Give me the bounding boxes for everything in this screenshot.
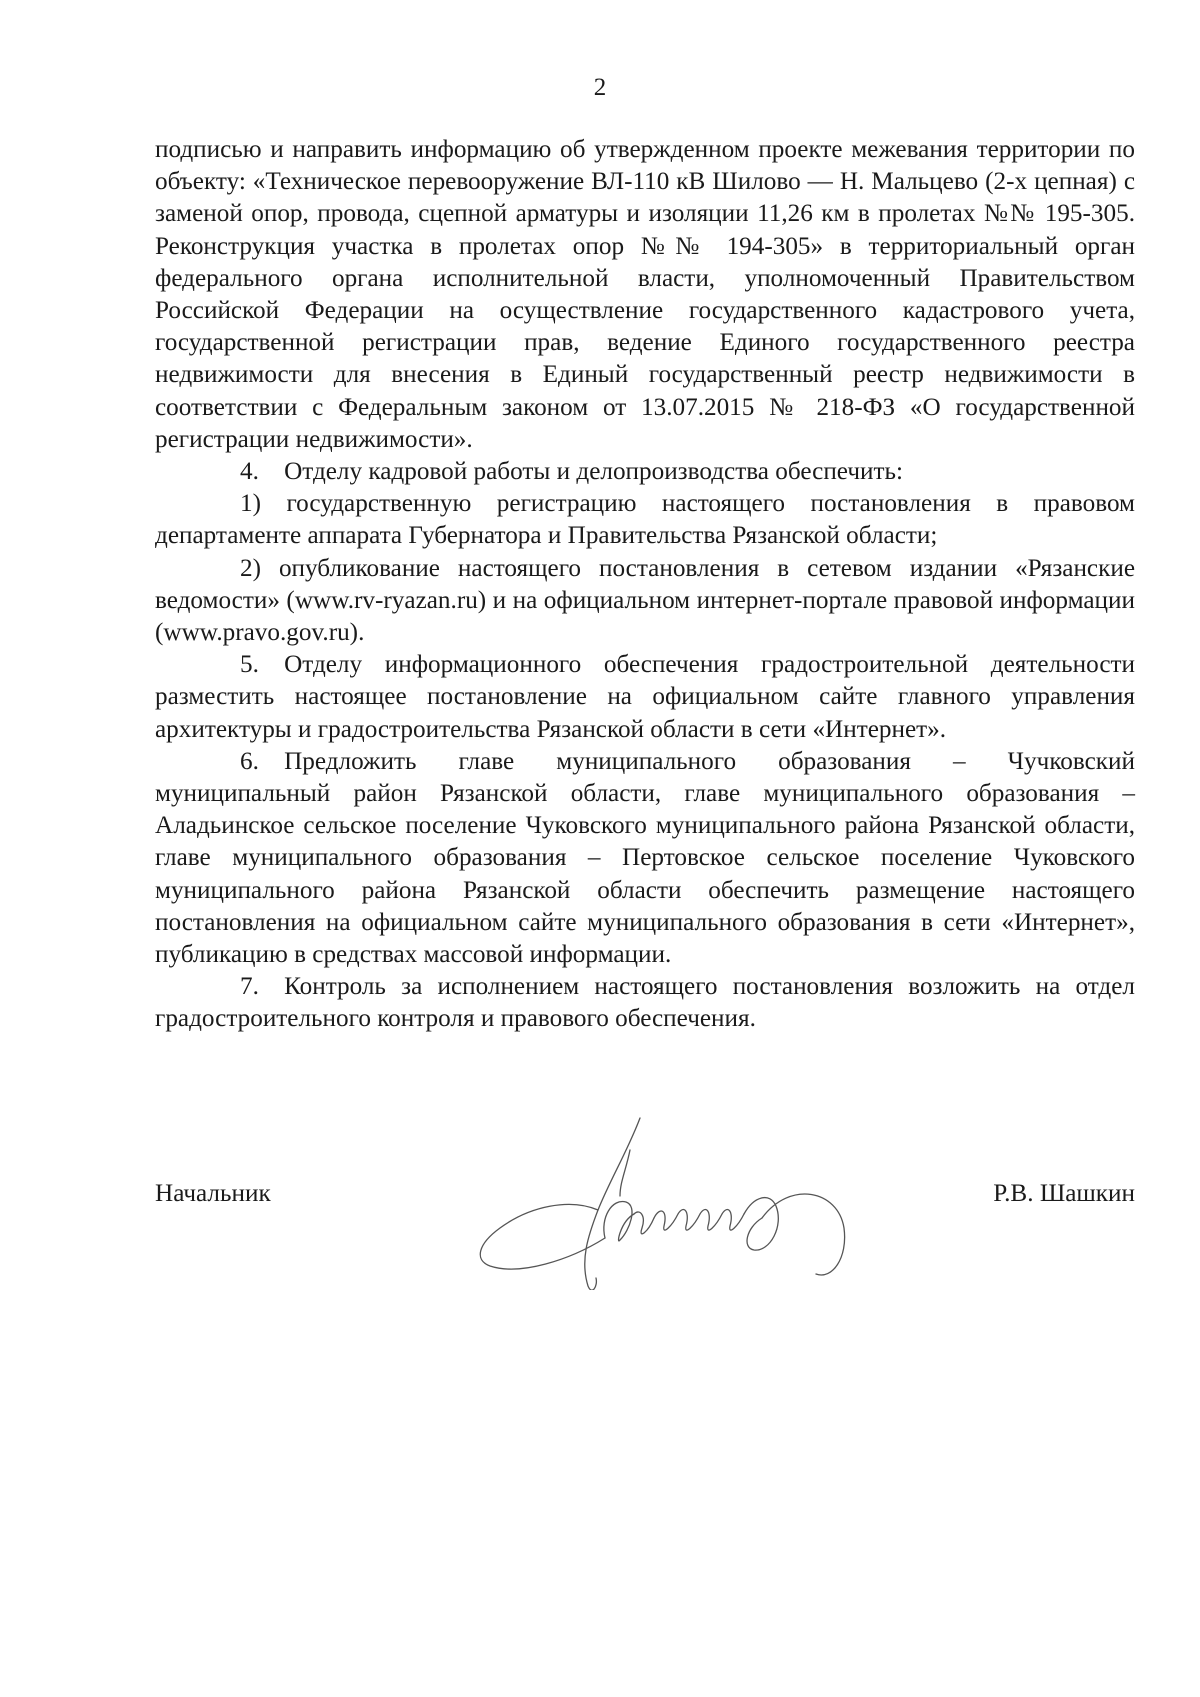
paragraph-item-5: 5. Отделу информационного обеспечения градостроительной деятельности разместить настоящее постановление на официальном сайте главного управления архитектуры и градостроительства Рязанской области в сети «Интернет». xyxy=(155,651,1135,743)
paragraph-item-4: 4. Отделу кадровой работы и делопроизводства обеспечить: xyxy=(240,458,903,486)
paragraph-item-4-1: 1) государственную регистрацию настоящего постановления в правовом департаменте аппарата Губернатора и Правительства Рязанской области; xyxy=(155,490,1135,550)
handwritten-signature xyxy=(470,1110,860,1290)
paragraph-continuation: подписью и направить информацию об утвержденном проекте межевания территории по объекту: «Техническое перевооружение ВЛ-110 кВ Шилово — Н. Мальцево (2-х цепная) с заменой опор, провода, сцепной арматуры и изоляции 11,26 км в пролетах №№ 195-305. Реконструкция участка в пролетах опор №№ 194-305» в территориальный орган федерального органа исполнительной власти, уполномоченный Правительством Российской Федерации на осуществление государственного кадастрового учета, государственной регистрации прав, ведение Единого государственного реестра недвижимости для внесения в Единый государственный реестр недвижимости в соответствии с Федеральным законом от 13.07.2015 № 218-ФЗ «О государственной регистрации недвижимости». xyxy=(155,136,1135,453)
paragraph-item-4-2: 2) опубликование настоящего постановления в сетевом издании «Рязанские ведомости» (www.rv-ryazan.ru) и на официальном интернет-портале правовой информации (www.pravo.gov.ru). xyxy=(155,554,1135,647)
paragraph-item-7: 7. Контроль за исполнением настоящего постановления возложить на отдел градостроительного контроля и правового обеспечения. xyxy=(155,973,1135,1033)
page-number: 2 xyxy=(593,74,607,101)
signatory-position: Начальник xyxy=(155,1180,271,1207)
paragraph-item-6: 6. Предложить главе муниципального образования – Чучковский муниципальный район Рязанской области, главе муниципального образования – Аладьинское сельское поселение Чуковского муниципального района Рязанской области, главе муниципального образования – Пертовское сельское поселение Чуковского муниципального района Рязанской области обеспечить размещение настоящего постановления на официальном сайте муниципального образования в сети «Интернет», публикацию в средствах массовой информации. xyxy=(155,747,1135,969)
signatory-name: Р.В. Шашкин xyxy=(993,1180,1135,1207)
document-body xyxy=(155,134,1135,1036)
